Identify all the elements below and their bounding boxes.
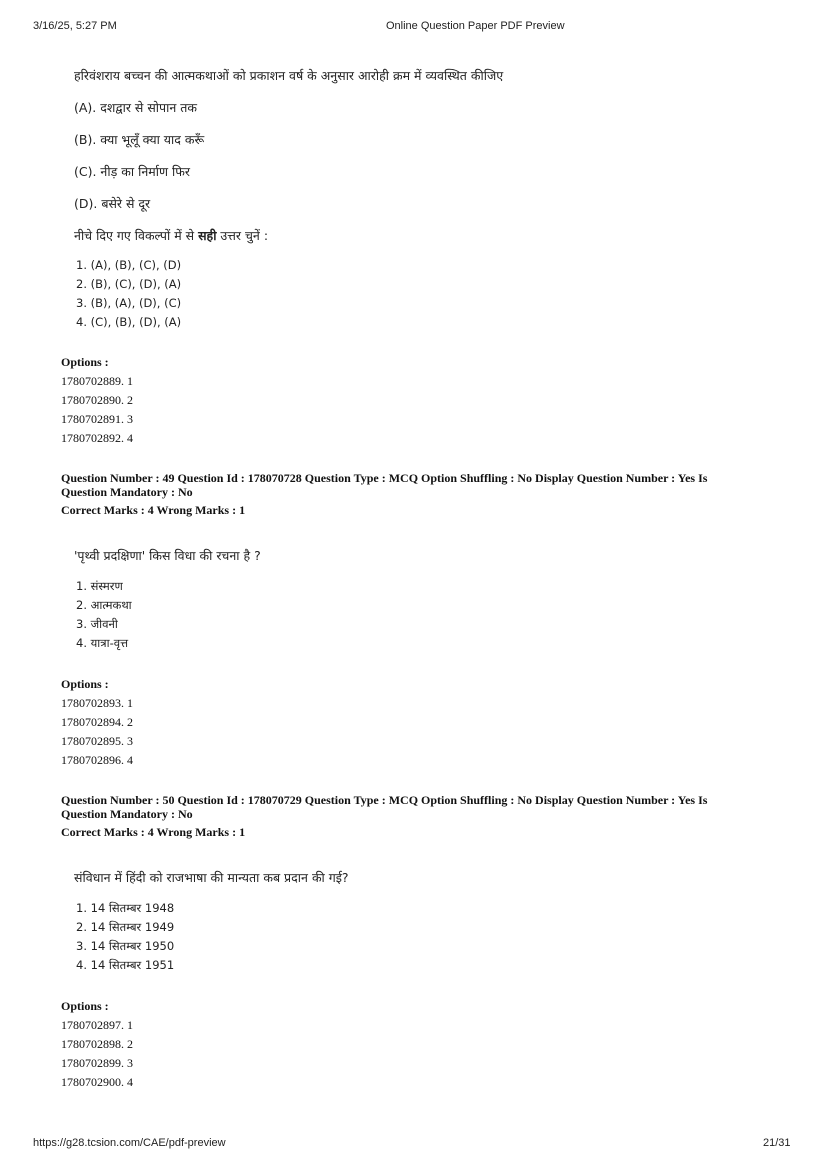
q48-instruction-pre: नीचे दिए गए विकल्पों में से (74, 228, 199, 243)
q50-choice: 1. 14 सितम्बर 1948 (76, 901, 175, 915)
page-number: 21/31 (763, 1137, 791, 1149)
q49-option: 1780702894. 2 (61, 715, 133, 729)
q49-option: 1780702895. 3 (61, 734, 133, 748)
q48-option: 1780702892. 4 (61, 431, 133, 445)
q50-stem: संविधान में हिंदी को राजभाषा की मान्यता कब प्रदान की गई? (74, 870, 349, 885)
q49-choice: 4. यात्रा-वृत्त (76, 636, 129, 650)
q49-options-label: Options : (61, 677, 109, 691)
q50-marks: Correct Marks : 4 Wrong Marks : 1 (61, 825, 246, 839)
q50-choice: 3. 14 सितम्बर 1950 (76, 939, 175, 953)
q48-choice: 1. (A), (B), (C), (D) (76, 258, 182, 272)
q50-option: 1780702898. 2 (61, 1037, 133, 1051)
print-title: Online Question Paper PDF Preview (386, 20, 565, 32)
q50-option: 1780702900. 4 (61, 1075, 133, 1089)
q49-meta-line2: Question Mandatory : No (61, 485, 193, 499)
q49-choice: 1. संस्मरण (76, 579, 123, 593)
q49-option: 1780702896. 4 (61, 753, 133, 767)
q48-item-a: (A). दशद्वार से सोपान तक (74, 100, 197, 115)
q49-meta-line1: Question Number : 49 Question Id : 178070728 Question Type : MCQ Option Shuffling : No Display Question Number : Yes Is (61, 471, 708, 485)
q50-choice: 4. 14 सितम्बर 1951 (76, 958, 175, 972)
q50-options-label: Options : (61, 999, 109, 1013)
q48-instruction (74, 227, 268, 244)
page-url: https://g28.tcsion.com/CAE/pdf-preview (33, 1137, 226, 1149)
q49-choice: 3. जीवनी (76, 617, 118, 631)
q48-option: 1780702889. 1 (61, 374, 133, 388)
q48-option: 1780702891. 3 (61, 412, 133, 426)
q48-choice: 3. (B), (A), (D), (C) (76, 296, 182, 310)
q48-choice: 2. (B), (C), (D), (A) (76, 277, 182, 291)
q48-item-c: (C). नीड़ का निर्माण फिर (74, 164, 190, 179)
q50-meta-line1: Question Number : 50 Question Id : 178070729 Question Type : MCQ Option Shuffling : No Display Question Number : Yes Is (61, 793, 708, 807)
q48-stem: हरिवंशराय बच्चन की आत्मकथाओं को प्रकाशन वर्ष के अनुसार आरोही क्रम में व्यवस्थित कीजिए (74, 68, 504, 83)
q49-option: 1780702893. 1 (61, 696, 133, 710)
q49-marks: Correct Marks : 4 Wrong Marks : 1 (61, 503, 246, 517)
q48-option: 1780702890. 2 (61, 393, 133, 407)
q48-choice: 4. (C), (B), (D), (A) (76, 315, 182, 329)
q49-stem: 'पृथ्वी प्रदक्षिणा' किस विधा की रचना है ? (74, 548, 261, 563)
q50-meta-line2: Question Mandatory : No (61, 807, 193, 821)
q48-item-d: (D). बसेरे से दूर (74, 196, 151, 211)
q50-option: 1780702899. 3 (61, 1056, 133, 1070)
q48-item-b: (B). क्या भूलूँ क्या याद करूँ (74, 132, 205, 147)
q48-options-label: Options : (61, 355, 109, 369)
q48-instruction-post: उत्तर चुनें : (216, 228, 269, 243)
q50-option: 1780702897. 1 (61, 1018, 133, 1032)
q50-choice: 2. 14 सितम्बर 1949 (76, 920, 175, 934)
q49-choice: 2. आत्मकथा (76, 598, 132, 612)
print-datetime: 3/16/25, 5:27 PM (33, 20, 117, 32)
q48-instruction-bold: सही (198, 228, 217, 243)
